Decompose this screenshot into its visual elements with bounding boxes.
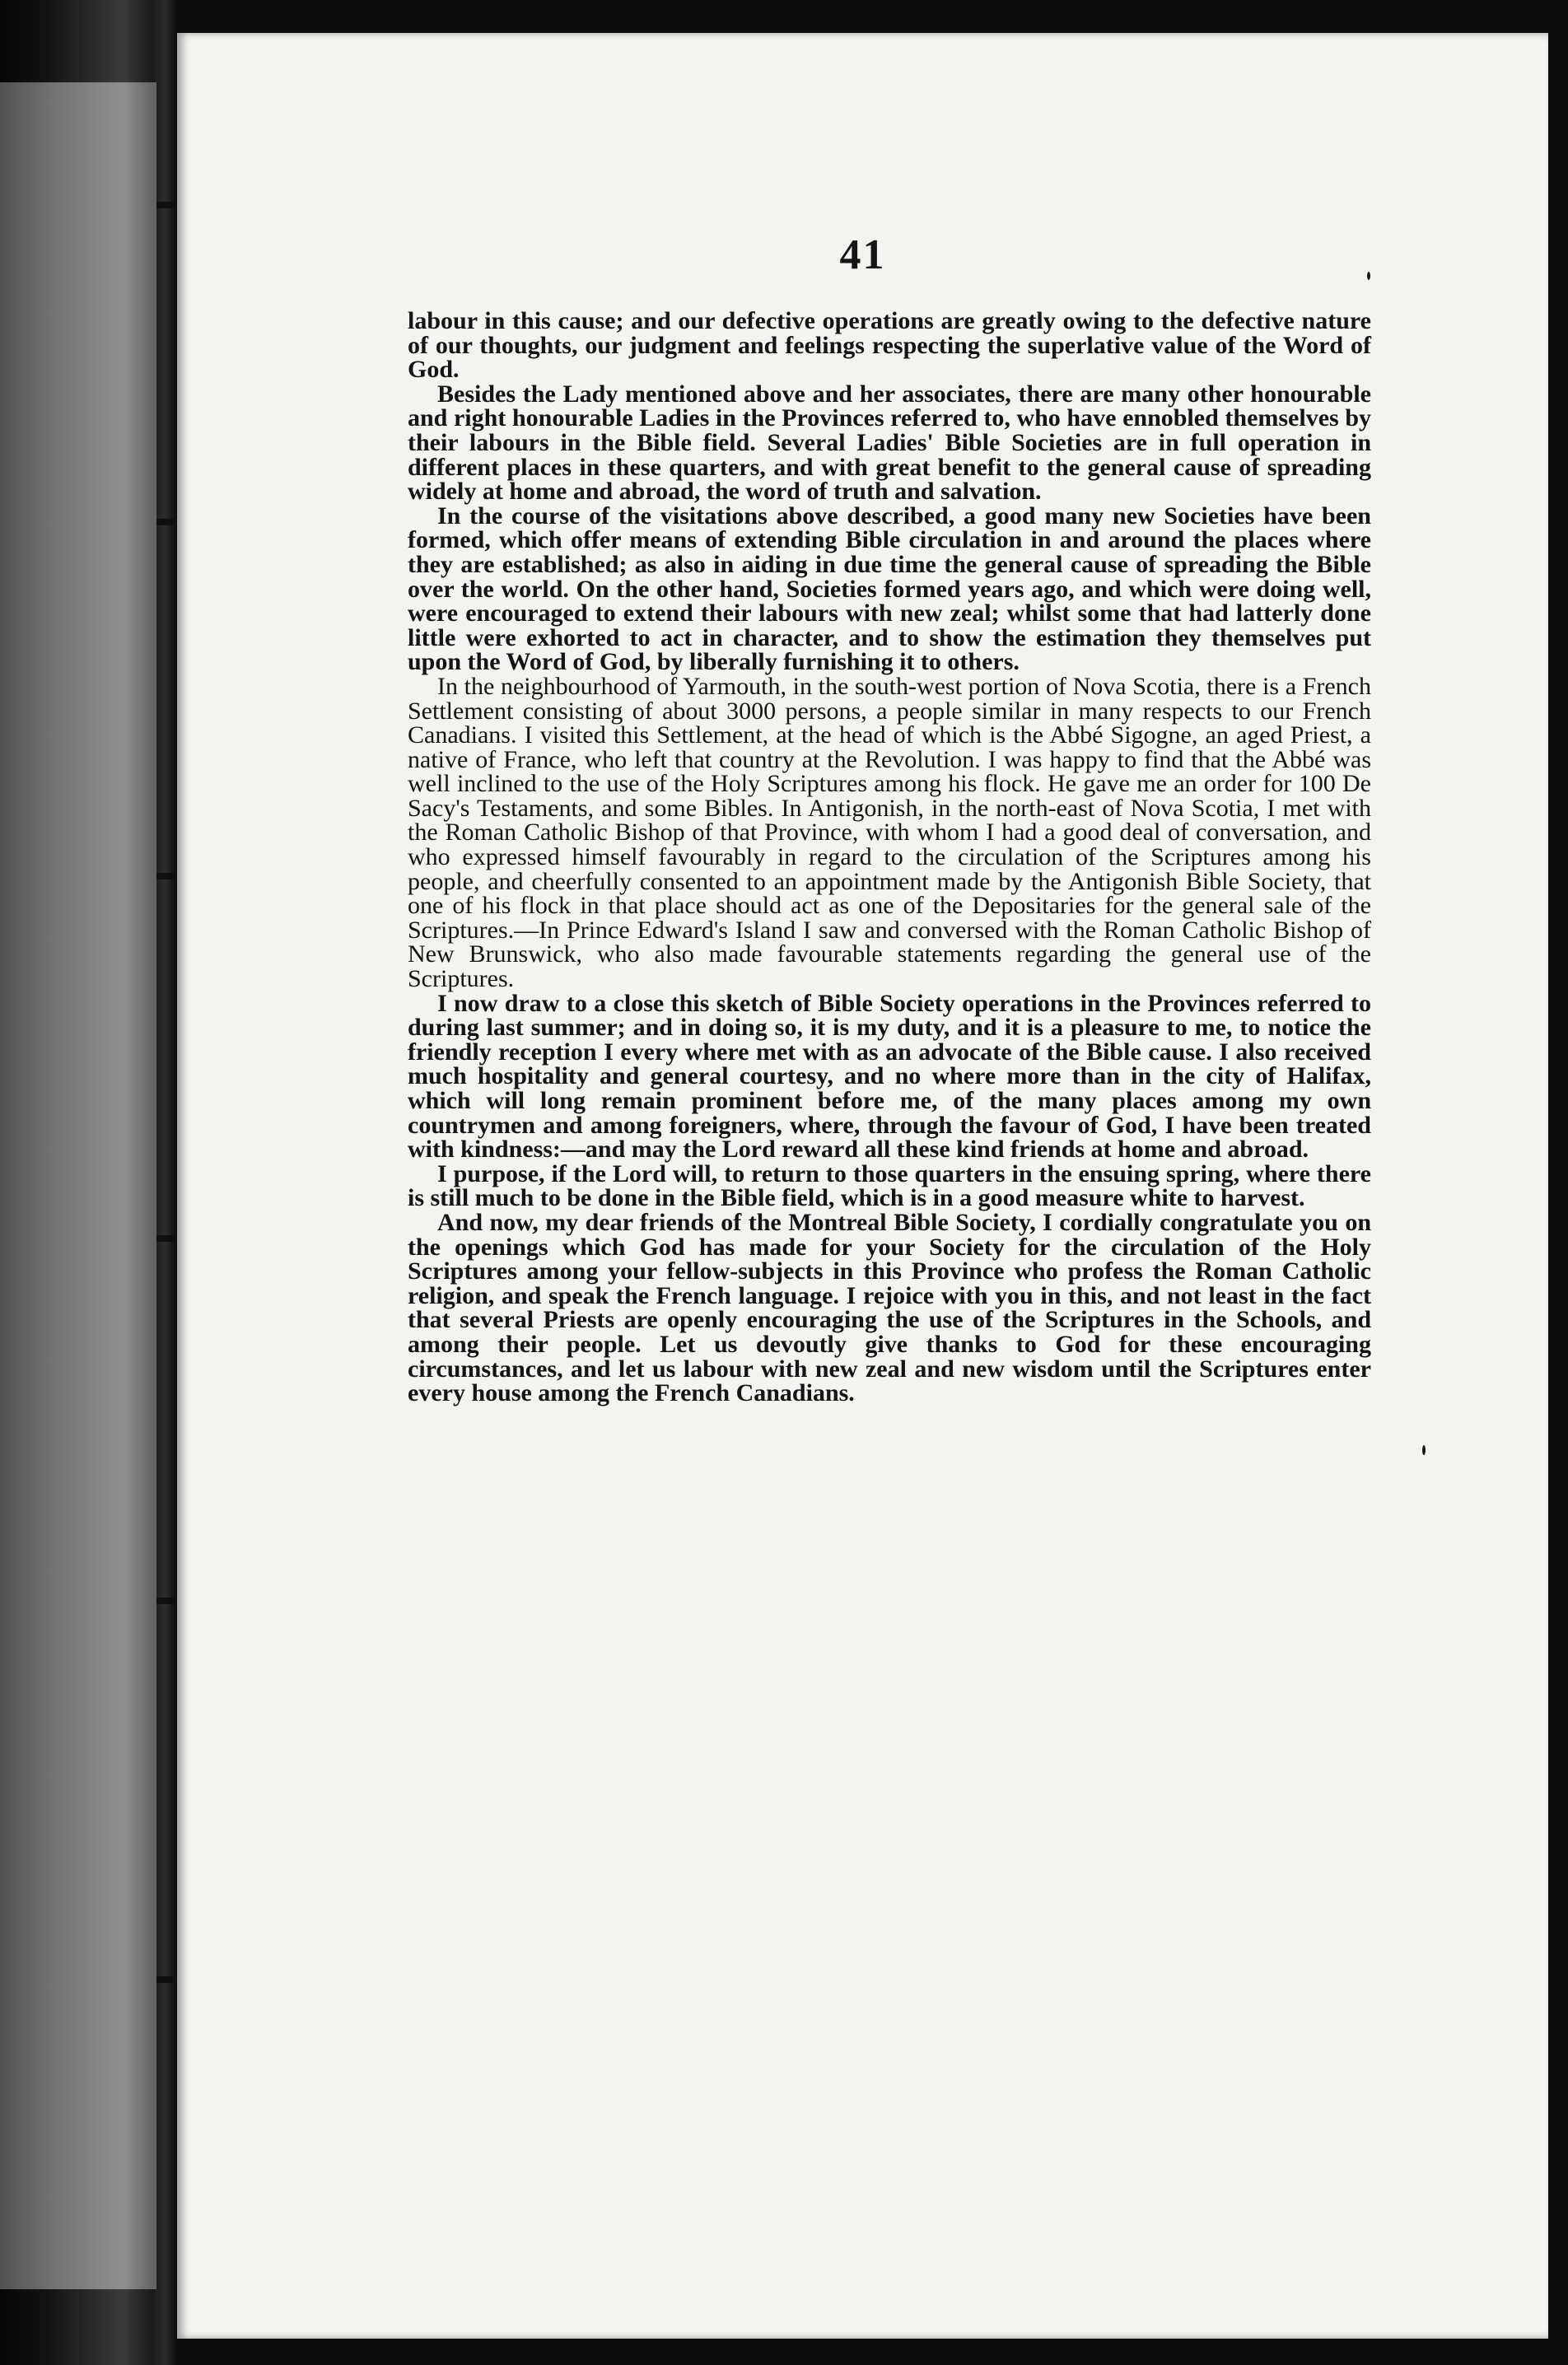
facing-page-edge bbox=[0, 82, 156, 2289]
paragraph: And now, my dear friends of the Montreal Bible Society, I cordially congratulate you on the openings which God has made for your Society for the circulation of the Holy Scriptures among your fellow-subjects in this Province who profess the Roman Catholic religion, and speak the French language. I rejoice with you in this, and not least in the fact that several Priests are openly encouraging the use of the Scriptures in the Schools, and among their people. Let us devoutly give thanks to God for these encouraging circumstances, and let us labour with new zeal and new wisdom until the Scriptures enter every house among the French Canadians. bbox=[408, 1208, 1371, 1407]
book-page bbox=[177, 33, 1548, 2339]
page-number: 41 bbox=[839, 231, 886, 278]
print-speck bbox=[1367, 272, 1370, 280]
print-speck bbox=[1422, 1445, 1426, 1455]
page-body bbox=[408, 309, 1371, 1406]
paragraph: labour in this cause; and our defective operations are greatly owing to the defective nature of our thoughts, our judgment and feelings respecting the superlative value of the Word of God. bbox=[408, 307, 1371, 384]
paragraph: Besides the Lady mentioned above and her associates, there are many other honourable and right honourable Ladies in the Provinces referred to, who have ennobled themselves by their labours in the Bible field. Several Ladies' Bible Societies are in full operation in different places in these quarters, and with great benefit to the general cause of spreading widely at home and abroad, the word of truth and salvation. bbox=[408, 380, 1371, 506]
paragraph: I purpose, if the Lord will, to return to those quarters in the ensuing spring, where there is still much to be done in the Bible field, which is in a good measure white to harvest. bbox=[408, 1159, 1371, 1212]
paragraph: In the neighbourhood of Yarmouth, in the south-west portion of Nova Scotia, there is a French Settlement consisting of about 3000 persons, a people similar in many respects to our French Canadians. I visited this Settlement, at the head of which is the Abbé Sigogne, an aged Priest, a native of France, who left that country at the Revolution. I was happy to find that the Abbé was well inclined to the use of the Holy Scriptures among his flock. He gave me an order for 100 De Sacy's Testaments, and some Bibles. In Antigonish, in the north-east of Nova Scotia, I met with the Roman Catholic Bishop of that Province, with whom I had a good deal of conversation, and who expressed himself favourably in regard to the circulation of the Scriptures among his people, and cheerfully consented to an appointment made by the Antigonish Bible Society, that one of his flock in that place should act as one of the Depositaries for the general sale of the Scriptures.—In Prince Edward's Island I saw and conversed with the Roman Catholic Bishop of New Brunswick, who also made favourable statements regarding the general use of the Scriptures. bbox=[408, 672, 1371, 993]
paragraph: In the course of the visitations above described, a good many new Societies have been formed, which offer means of extending Bible circulation in and around the places where they are established; as also in aiding in due time the general cause of spreading the Bible over the world. On the other hand, Societies formed years ago, and which were doing well, were encouraged to extend their labours with new zeal; whilst some that had latterly done little were exhorted to act in character, and to show the estimation they themselves put upon the Word of God, by liberally furnishing it to others. bbox=[408, 501, 1371, 676]
paragraph: I now draw to a close this sketch of Bible Society operations in the Provinces referred to during last summer; and in doing so, it is my duty, and it is a pleasure to me, to notice the friendly reception I every where met with as an advocate of the Bible cause. I also received much hospitality and general courtesy, and no where more than in the city of Halifax, which will long remain prominent before me, of the many places among my own countrymen and among foreigners, where, through the favour of God, I have been treated with kindness:—and may the Lord reward all these kind friends at home and abroad. bbox=[408, 989, 1371, 1164]
book-binding bbox=[0, 0, 177, 2365]
